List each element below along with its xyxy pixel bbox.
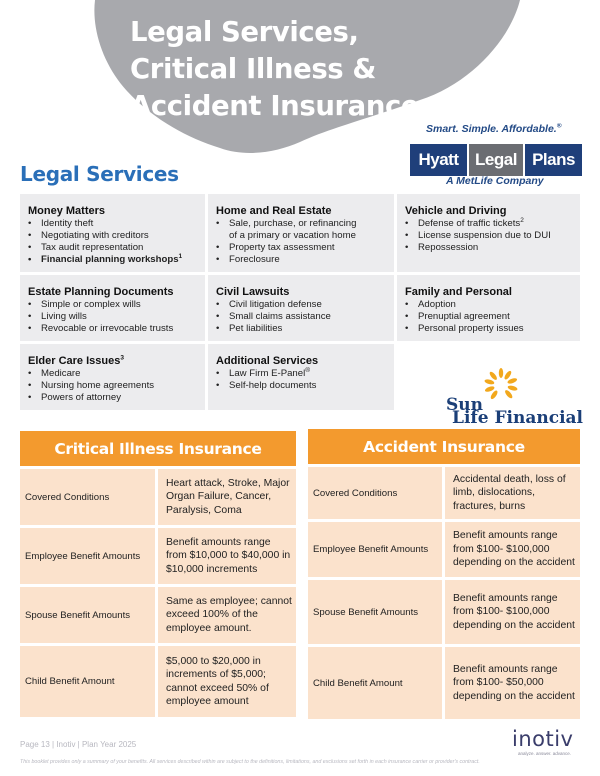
title-line: Accident Insurance (130, 90, 420, 122)
acc-row-value: Benefit amounts range from $100- $100,000 depending on the accident (445, 580, 580, 644)
sun-life-logo (446, 368, 586, 428)
category-title: Home and Real Estate (216, 205, 332, 217)
ci-row-value: Heart attack, Stroke, Major Organ Failure, Cancer, Paralysis, Coma (158, 469, 296, 525)
list-item: • License suspension due to DUI (405, 230, 572, 242)
list-item: • Pet liabilities (216, 323, 386, 335)
list-item: • Civil litigation defense (216, 299, 386, 311)
list-item: • Property tax assessment (216, 242, 386, 254)
ci-row-label: Employee Benefit Amounts (20, 528, 155, 584)
list-item: • Financial planning workshops$^1$ (28, 254, 197, 266)
list-item: • Foreclosure (216, 254, 386, 266)
sunlife-word-sun: Sun (446, 395, 483, 415)
logo-segment: Plans (525, 144, 582, 176)
category-vehicle-driving (397, 194, 580, 272)
hyatt-company-line: A MetLife Company (446, 175, 544, 187)
acc-row-value: Accidental death, loss of limb, dislocations, fractures, burns (445, 467, 580, 519)
legal-services-heading: Legal Services (20, 162, 179, 186)
acc-row-label: Employee Benefit Amounts (308, 522, 442, 577)
accident-heading: Accident Insurance (308, 429, 580, 464)
list-item: • Sale, purchase, or refinancing (216, 218, 386, 230)
list-item: • Prenuptial agreement (405, 311, 572, 323)
category-title: Additional Services (216, 355, 319, 367)
category-title: Family and Personal (405, 286, 512, 298)
list-item: of a primary or vacation home (229, 230, 356, 241)
acc-row-value: Benefit amounts range from $100- $50,000 depending on the accident (445, 647, 580, 719)
list-item: • Medicare (28, 368, 197, 380)
list-item: • Self-help documents (216, 380, 386, 392)
inotiv-logo: inotiv (512, 727, 574, 751)
category-civil-lawsuits (208, 275, 394, 341)
category-title: Vehicle and Driving (405, 205, 507, 217)
title-line: Critical Illness & (130, 53, 377, 85)
category-title: Estate Planning Documents (28, 286, 174, 298)
critical-illness-heading: Critical Illness Insurance (20, 431, 296, 466)
list-item: • Simple or complex wills (28, 299, 197, 311)
category-title: Elder Care Issues$^3$ (28, 354, 124, 367)
hyatt-legal-plans-logo (410, 144, 582, 176)
category-elder-care (20, 344, 205, 410)
ci-row-value: $5,000 to $20,000 in increments of $5,000; cannot exceed 50% of employee amount (158, 646, 296, 717)
category-estate-planning (20, 275, 205, 341)
list-item: • Nursing home agreements (28, 380, 197, 392)
footer-disclaimer: This booklet provides only a summary of your benefits. All services described within are subject to the definitions, limitations, and exclusions set forth in each insurance carrier or provider's contract. (20, 759, 480, 765)
list-item: • Revocable or irrevocable trusts (28, 323, 197, 335)
list-item: • Living wills (28, 311, 197, 323)
list-item: • Powers of attorney (28, 392, 197, 404)
acc-row-label: Spouse Benefit Amounts (308, 580, 442, 644)
list-item: • Personal property issues (405, 323, 572, 335)
acc-row-label: Covered Conditions (308, 467, 442, 519)
list-item: • Identity theft (28, 218, 197, 230)
category-additional-services (208, 344, 394, 410)
category-money-matters (20, 194, 205, 272)
sunlife-word-lifefinancial: Life Financial (452, 408, 584, 428)
category-family-personal (397, 275, 580, 341)
page-title (130, 14, 430, 125)
footer-page-info: Page 13 | Inotiv | Plan Year 2025 (20, 740, 137, 749)
list-item: • Adoption (405, 299, 572, 311)
ci-row-value: Same as employee; cannot exceed 100% of the employee amount. (158, 587, 296, 643)
ci-row-value: Benefit amounts range from $10,000 to $40,000 in $10,000 increments (158, 528, 296, 584)
sun-icon (484, 368, 518, 402)
category-title: Civil Lawsuits (216, 286, 290, 298)
ci-row-label: Child Benefit Amount (20, 646, 155, 717)
hyatt-tagline: Smart. Simple. Affordable.® (426, 122, 562, 135)
ci-row-label: Spouse Benefit Amounts (20, 587, 155, 643)
acc-row-label: Child Benefit Amount (308, 647, 442, 719)
category-title: Money Matters (28, 205, 106, 217)
list-item: • Small claims assistance (216, 311, 386, 323)
category-home-real-estate (208, 194, 394, 272)
inotiv-tagline: analyze. answer. advance. (518, 751, 572, 756)
list-item: • Defense of traffic tickets$^2$ (405, 218, 572, 230)
list-item: • Repossession (405, 242, 572, 254)
list-item: • Negotiating with creditors (28, 230, 197, 242)
list-item: • Tax audit representation (28, 242, 197, 254)
logo-segment: Hyatt (410, 144, 467, 176)
ci-row-label: Covered Conditions (20, 469, 155, 525)
list-item: • Law Firm E-Panel® (216, 368, 386, 380)
title-line: Legal Services, (130, 16, 359, 48)
logo-segment: Legal (469, 144, 523, 176)
acc-row-value: Benefit amounts range from $100- $100,000 depending on the accident (445, 522, 580, 577)
